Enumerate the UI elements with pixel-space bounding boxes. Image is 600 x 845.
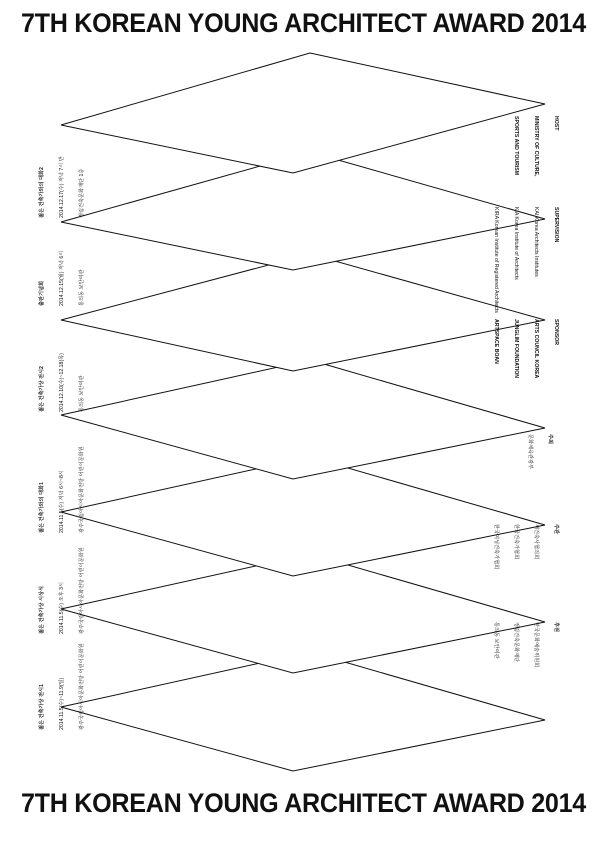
credit-supervision-heading: SUPERVISION	[552, 207, 559, 243]
event-exhibition-1-venue: 광주국립아시아문화전당 어린이문화원	[78, 643, 85, 730]
credit-supervision-line2: KIA Korea Institute of Architects	[513, 207, 520, 280]
plane-3	[61, 254, 545, 371]
credit-supervision-line3: KIRA Korean Institute of Registered Architects	[493, 207, 500, 313]
event-talk-2-venue: 정림건축문화재단 1층	[78, 168, 85, 218]
credit-organizer-ko	[486, 524, 572, 569]
event-talk-2-title: 젊은 건축가와의 대화2	[39, 167, 46, 218]
poster-title-top: 7TH KOREAN YOUNG ARCHITECT AWARD 2014	[21, 8, 586, 38]
event-exhibition-2	[26, 353, 92, 412]
event-talk-1-title: 젊은 건축가와의 대화1	[39, 482, 46, 533]
credit-sponsor-line2: JUNGLIM FOUNDATION	[513, 319, 520, 378]
credit-organizer-ko-line2: 한국건축가협회	[513, 524, 520, 560]
event-talk-2-date: 2014.12.17(수) 저녁 7시 반	[58, 156, 65, 218]
credit-host-ko-heading: 주최	[546, 434, 553, 445]
event-exhibition-1-title: 젊은 건축가상 전시1	[39, 684, 46, 730]
credit-organizer-ko-line1: 새건축사협의회	[533, 524, 540, 560]
credit-host-line1: MINISTRY OF CULTURE,	[533, 116, 540, 177]
credit-host-heading: HOST	[552, 116, 559, 131]
event-exhibition-1	[26, 643, 92, 730]
event-exhibition-1-date: 2014.11.5(수)~11.9(일)	[58, 677, 65, 730]
event-exhibition-2-venue: 통의동 보안여관	[78, 375, 85, 412]
credit-host	[506, 116, 572, 176]
event-talk-1-venue: 광주국립아시아문화전당 어린이문화원	[78, 446, 85, 533]
credit-host-line2: SPORTS AND TOURISM	[513, 116, 520, 176]
event-book-launch	[26, 251, 92, 306]
event-exhibition-2-title: 젊은 건축가상 전시2	[39, 366, 46, 412]
event-talk-1-date: 2014.11.5(수) 저녁 6시~8시	[58, 470, 65, 533]
plane-4	[61, 360, 545, 479]
credit-sponsor-heading: SPONSOR	[552, 319, 559, 345]
credit-organizer-ko-heading: 주관	[552, 524, 559, 535]
plane-1	[61, 53, 545, 173]
poster-title-bottom: 7TH KOREAN YOUNG ARCHITECT AWARD 2014	[21, 788, 586, 818]
event-talk-1	[26, 446, 92, 533]
event-ceremony-venue: 광주국립아시아문화전당 어린이문화원	[78, 547, 85, 634]
credit-organizer-ko-line3: 한국여성건축가협회	[493, 524, 500, 570]
event-talk-2	[26, 156, 92, 218]
credit-sponsor-line1: ARTS COUNCIL KOREA	[533, 319, 540, 379]
event-ceremony-date: 2014.11.5(수) 오후 3시	[58, 582, 65, 634]
credit-sponsor-ko-heading: 후원	[552, 622, 559, 633]
event-book-launch-title: 출판기념회	[39, 280, 46, 306]
credit-supervision-line1: KAI Korea Architects Institutes	[533, 207, 540, 277]
event-ceremony	[26, 547, 92, 634]
credit-supervision	[486, 207, 572, 313]
event-ceremony-title: 젊은 건축가상 시상식	[39, 586, 46, 634]
credit-host-ko	[520, 434, 566, 469]
credit-sponsor-line3: ARTSPACE BOAN	[493, 319, 500, 364]
credit-sponsor-ko-line2: 정림건축문화재단	[513, 622, 520, 663]
credit-host-ko-line1: 문화체육관광부	[527, 434, 534, 470]
credit-sponsor-ko-line3: 통의동 보안여관	[493, 622, 500, 659]
event-book-launch-date: 2014.12.15(월) 저녁 6시	[58, 250, 65, 306]
credit-sponsor-ko	[486, 622, 572, 667]
event-book-launch-venue: 통의동 보안여관	[78, 269, 85, 306]
credit-sponsor-ko-line1: 한국문화예술위원회	[533, 622, 540, 668]
event-exhibition-2-date: 2014.12.10(수)~12.18(목)	[58, 353, 65, 412]
credit-sponsor	[486, 319, 572, 378]
